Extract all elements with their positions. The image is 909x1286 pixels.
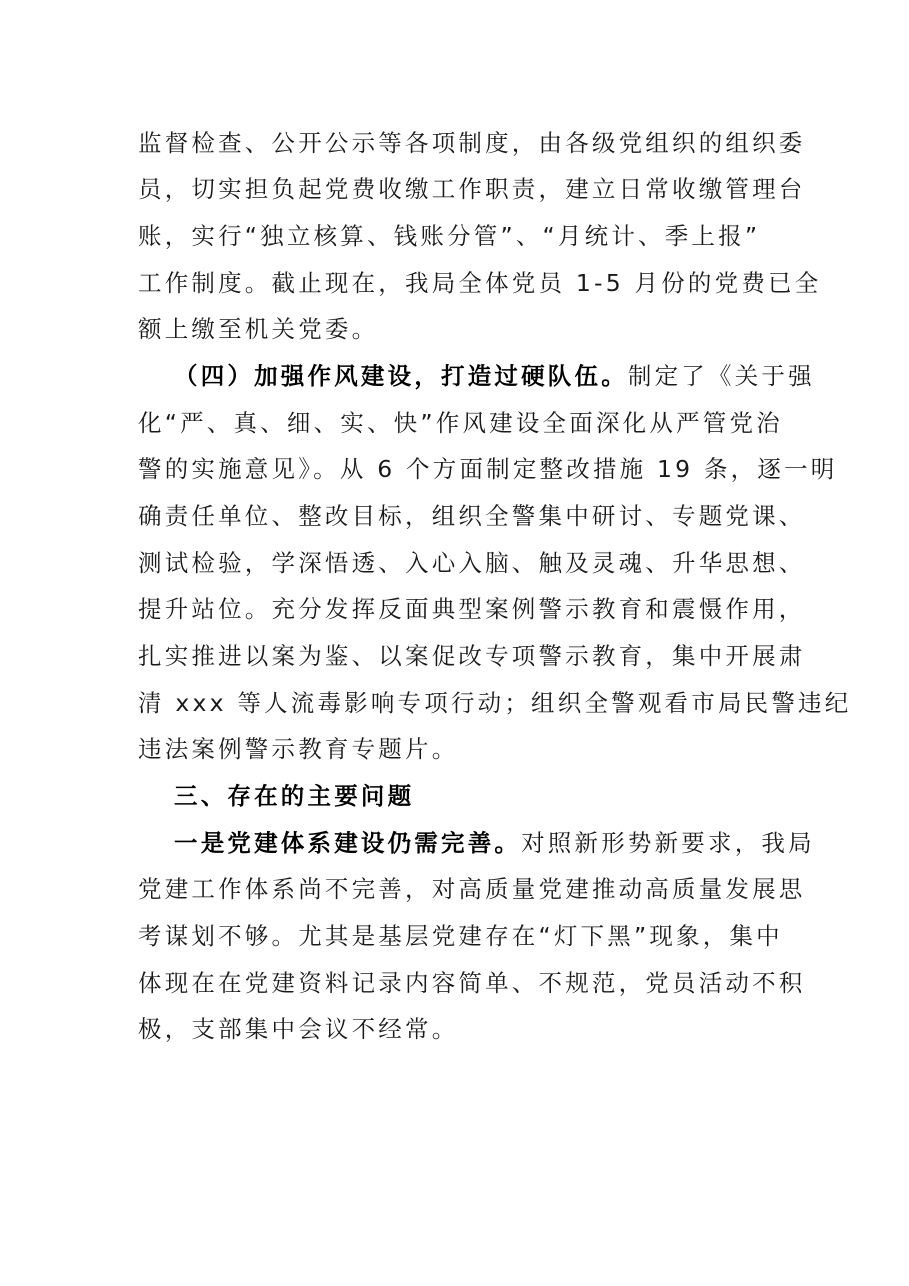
text-line: 违法案例警示教育专题片。: [138, 735, 459, 763]
text-line: 账，实行“独立核算、钱账分管”、“月统计、季上报”: [138, 222, 761, 250]
lead-text: 制定了《关于强: [627, 362, 815, 390]
text-line: 测试检验，学深悟透、入心入脑、触及灵魂、升华思想、: [138, 549, 806, 577]
text-line: 监督检查、公开公示等各项制度，由各级党组织的组织委: [138, 129, 806, 157]
text-line: 极，支部集中会议不经常。: [138, 1015, 459, 1043]
text-line: 考谋划不够。尤其是基层党建存在“灯下黑”现象，集中: [138, 922, 783, 950]
paragraph-lead-line: [174, 828, 814, 858]
point-heading-bold: 一是党建体系建设仍需完善。: [174, 829, 522, 857]
text-line: 清 xxx 等人流毒影响专项行动；组织全警观看市局民警违纪: [138, 689, 852, 717]
paragraph-lead-line: [174, 361, 814, 391]
text-line: 体现在在党建资料记录内容简单、不规范，党员活动不积: [138, 969, 806, 997]
text-line: 员，切实担负起党费收缴工作职责，建立日常收缴管理台: [138, 175, 806, 203]
text-line: 警的实施意见》。从 6 个方面制定整改措施 19 条，逐一明: [138, 455, 838, 483]
text-line: 工作制度。截止现在，我局全体党员 1-5 月份的党费已全: [138, 269, 822, 297]
text-line: 提升站位。充分发挥反面典型案例警示教育和震慑作用，: [138, 595, 806, 623]
text-line: 扎实推进以案为鉴、以案促改专项警示教育，集中开展肃: [138, 642, 806, 670]
text-line: 化“严、真、细、实、快”作风建设全面深化从严管党治: [138, 409, 783, 437]
section-heading: 三、存在的主要问题: [174, 782, 415, 810]
text-line: 确责任单位、整改目标，组织全警集中研讨、专题党课、: [138, 502, 806, 530]
lead-text: 对照新形势新要求，我局: [521, 829, 815, 857]
text-line: 党建工作体系尚不完善，对高质量党建推动高质量发展思: [138, 875, 806, 903]
text-line: 额上缴至机关党委。: [138, 315, 379, 343]
section-heading-bold: （四）加强作风建设，打造过硬队伍。: [174, 362, 628, 390]
